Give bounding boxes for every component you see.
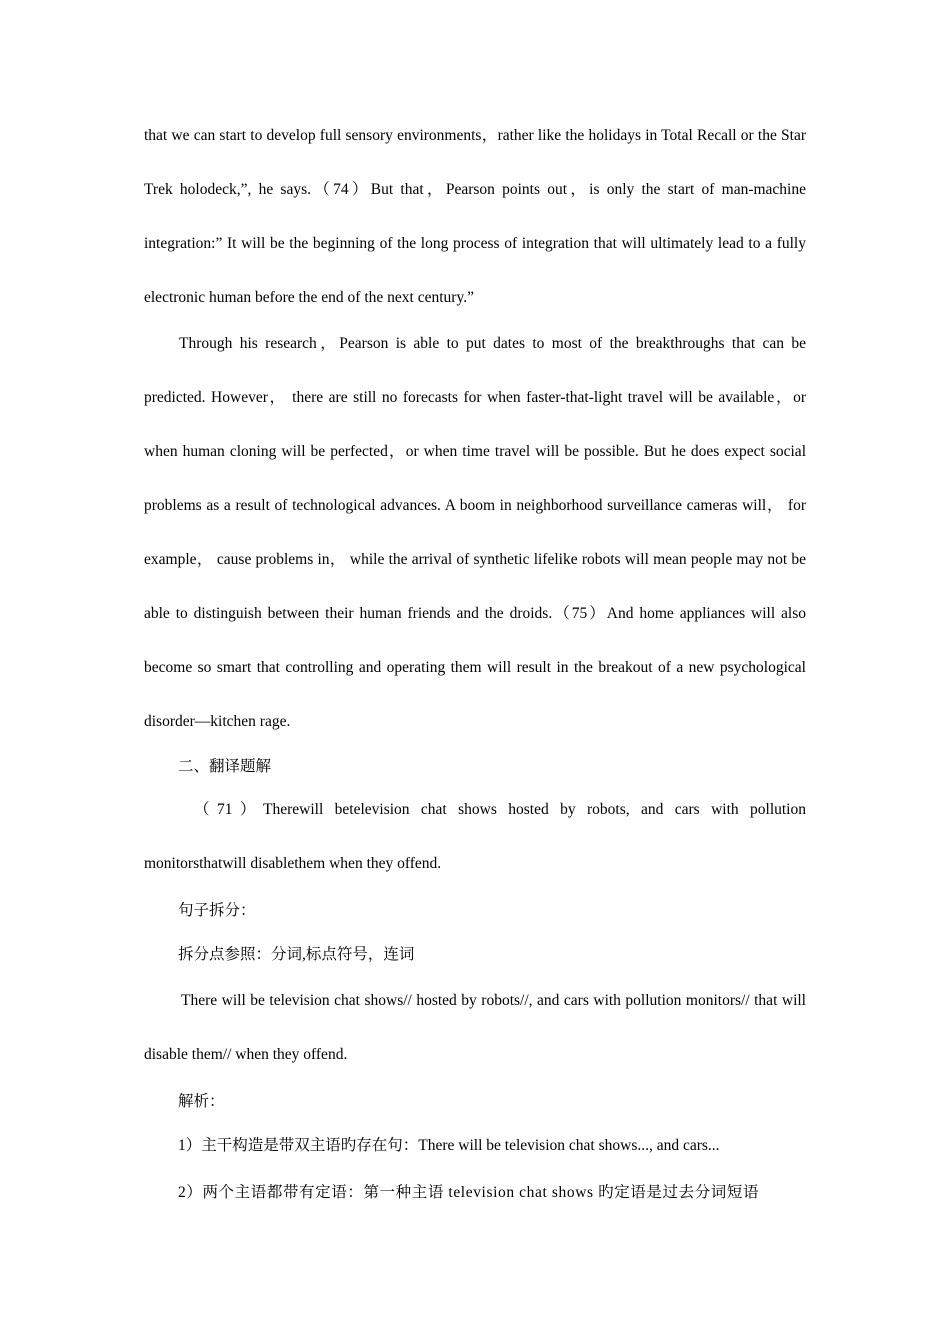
passage-text: that we can start to develop full sensory environments，rather like the holidays in Total Recall or the Star Trek holodeck,”, he says.（74）But that，Pearson points out，is only the start of man-machine integration:” It will be the beginning of the long process of integration that will ultimately lead to a fully electronic human before the end of the next century.” bbox=[144, 127, 806, 306]
passage-text: Through his research，Pearson is able to put dates to most of the breakthroughs that can be predicted. However， there are still no forecasts for when faster-that-light travel will be available，or when human cloning will be perfected，or when time travel will be possible. But he does expect social problems as a result of technological advances. A boom in neighborhood surveillance cameras will， for example， cause problems in， while the arrival of synthetic lifelike robots will mean people may not be able to distinguish between their human friends and the droids.（75）And home appliances will also become so smart that controlling and operating them will result in the breakout of a new psychological disorder—kitchen rage. bbox=[144, 335, 806, 730]
passage-paragraph-2 bbox=[144, 317, 806, 749]
analysis-point-1: 1）主干构造是带双主语旳存在句：There will be television chat shows..., and cars... bbox=[178, 1137, 720, 1154]
split-label: 句子拆分： bbox=[178, 902, 256, 919]
analysis-point-2: 2）两个主语都带有定语：第一种主语 television chat shows 旳定语是过去分词短语 bbox=[178, 1184, 760, 1201]
split-sentence bbox=[144, 974, 806, 1082]
split-sentence-text: There will be television chat shows// hosted by robots//, and cars with pollution monitors// that will disable them// when they offend. bbox=[144, 992, 806, 1063]
question-71 bbox=[144, 783, 806, 891]
analysis-label: 解析： bbox=[178, 1093, 225, 1110]
split-reference: 拆分点参照：分词,标点符号，连词 bbox=[178, 946, 415, 963]
section-heading: 二、翻译题解 bbox=[178, 758, 272, 775]
passage-paragraph-1 bbox=[144, 109, 806, 325]
question-text: （71）Therewill betelevision chat shows hosted by robots, and cars with pollution monitorsthatwill disablethem when they offend. bbox=[144, 801, 806, 872]
